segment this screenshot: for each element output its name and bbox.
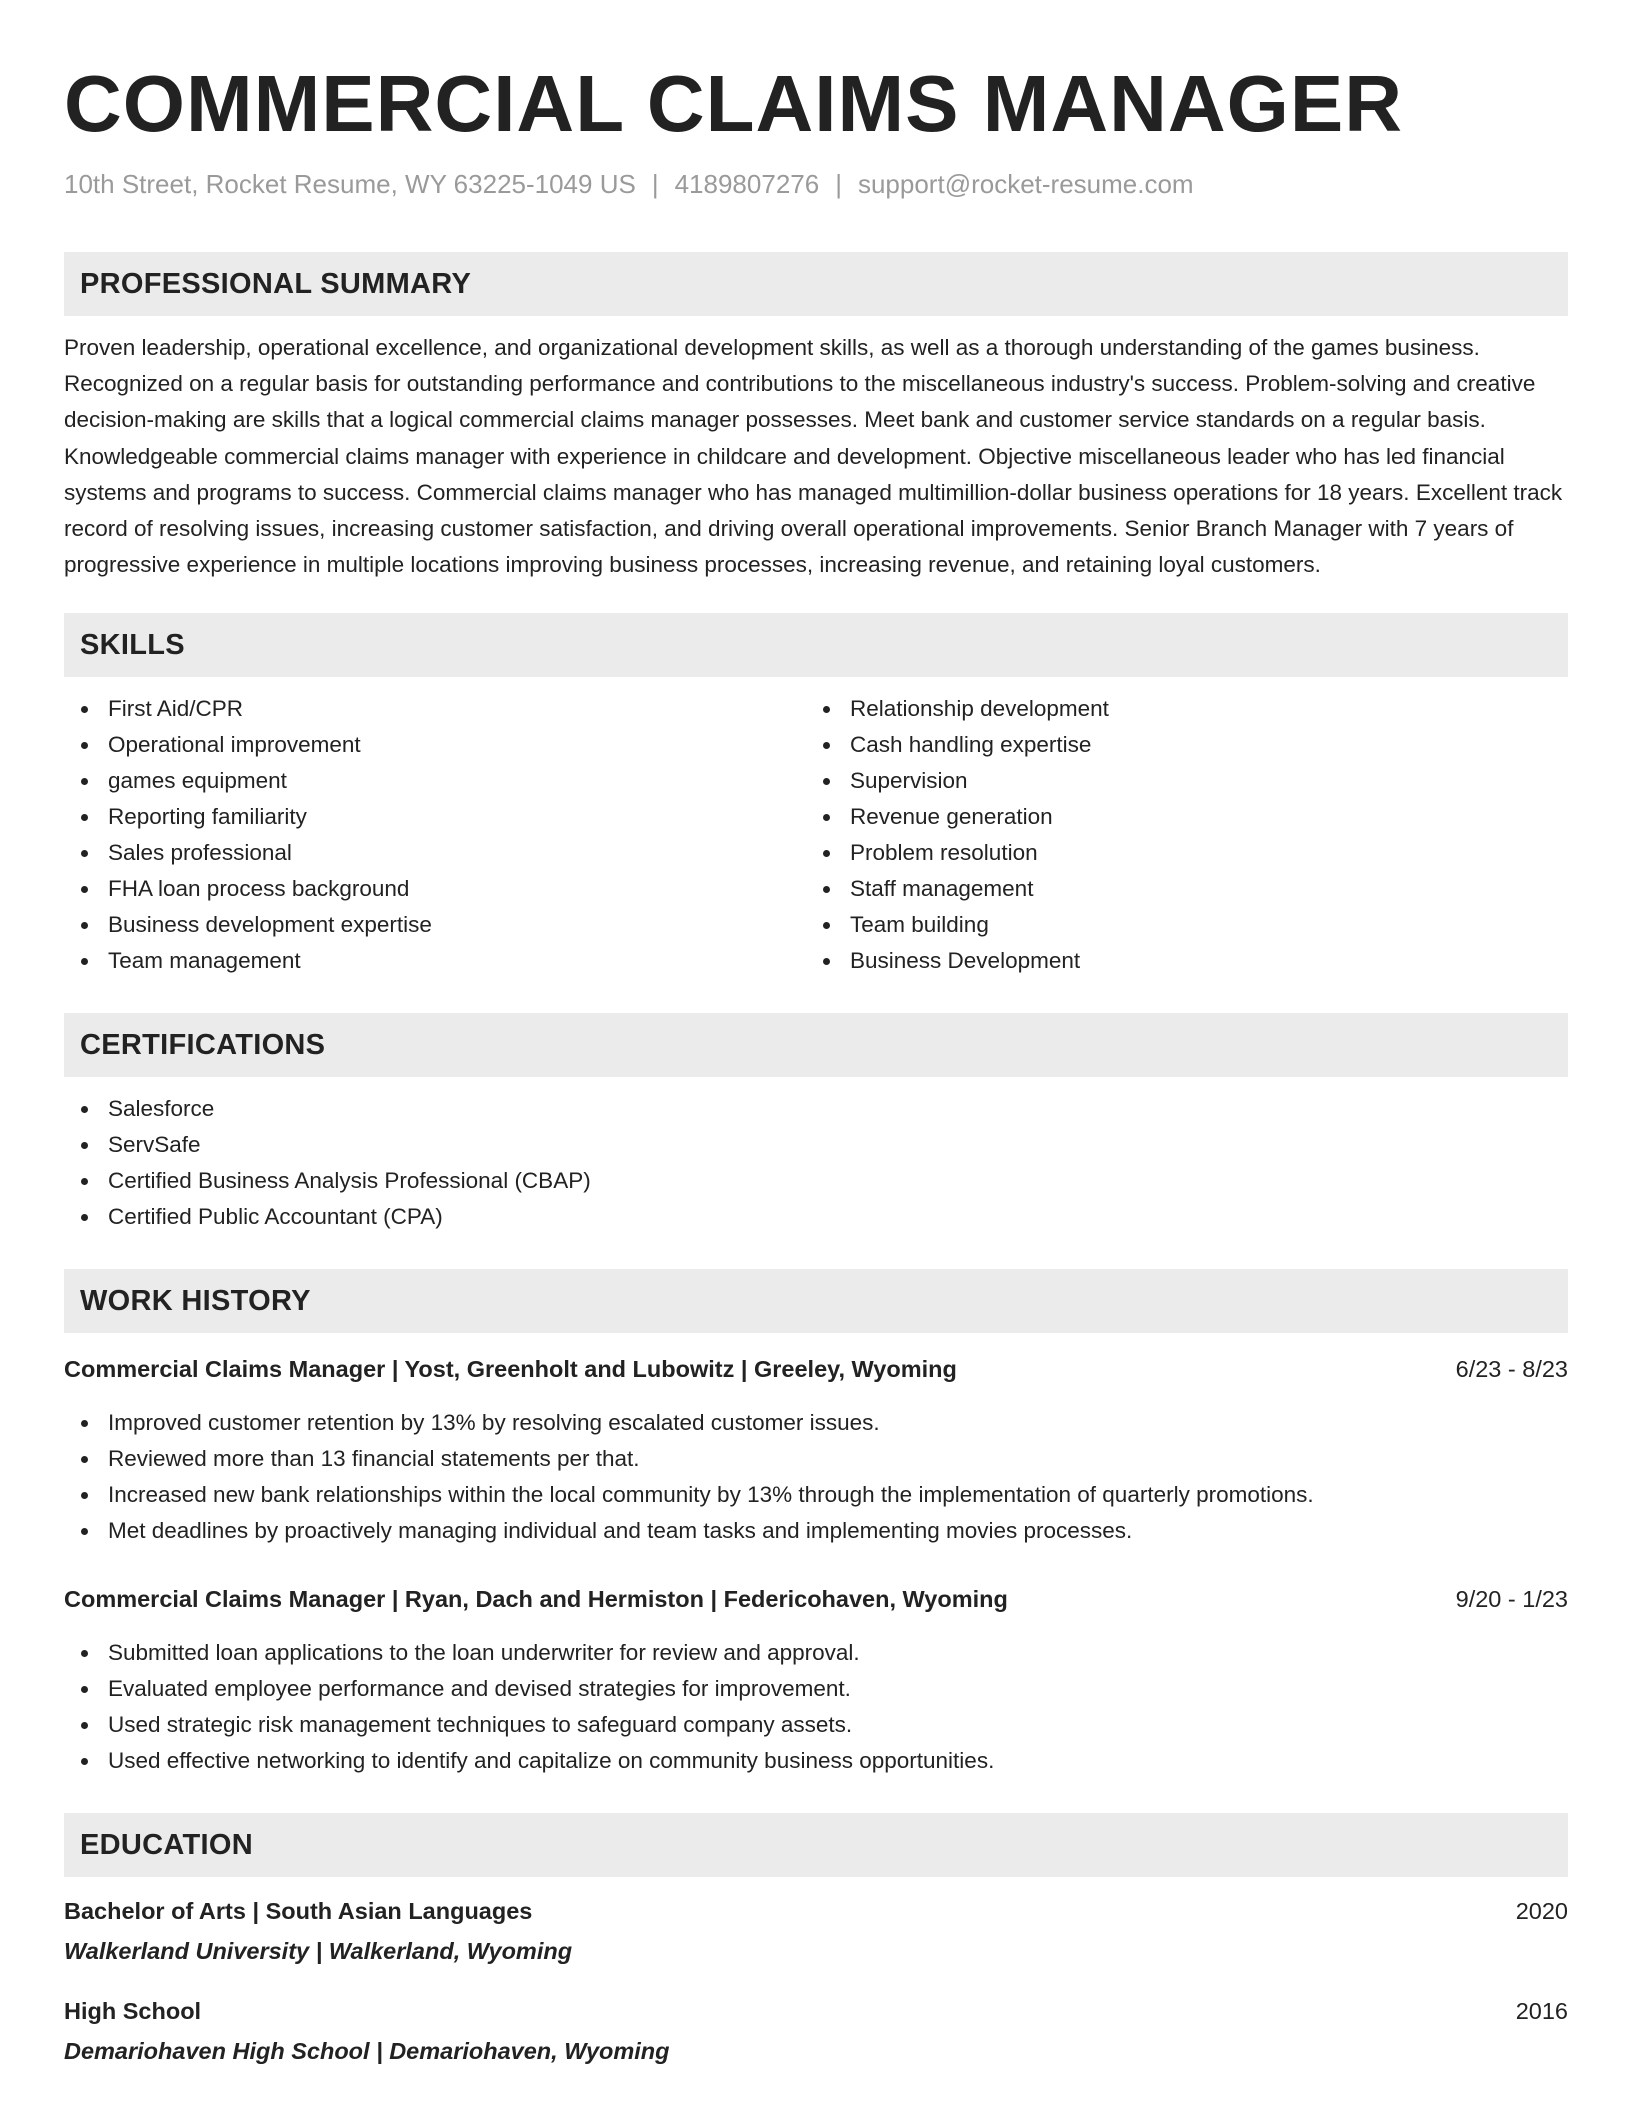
skill-item: Business development expertise [64, 907, 806, 943]
education-heading-row [64, 1995, 1568, 2027]
certification-item: Certified Public Accountant (CPA) [64, 1199, 1568, 1235]
contact-address: 10th Street, Rocket Resume, WY 63225-1049 US [64, 169, 636, 199]
job-bullet: Used effective networking to identify and capitalize on community business opportunities. [64, 1743, 1568, 1779]
job-heading-row [64, 1353, 1568, 1385]
education-entry [64, 1995, 1568, 2067]
skills-column-right [806, 691, 1548, 979]
education-entry [64, 1895, 1568, 1967]
job-bullets [64, 1405, 1568, 1549]
job-bullet: Submitted loan applications to the loan underwriter for review and approval. [64, 1635, 1568, 1671]
skill-item: Staff management [806, 871, 1548, 907]
skill-item: Team building [806, 907, 1548, 943]
job-bullet: Increased new bank relationships within the local community by 13% through the implementation of quarterly promotions. [64, 1477, 1568, 1513]
education-year: 2020 [1515, 1898, 1568, 1925]
job-bullet: Reviewed more than 13 financial statements per that. [64, 1441, 1568, 1477]
skill-item: Problem resolution [806, 835, 1548, 871]
resume-name: COMMERCIAL CLAIMS MANAGER [64, 59, 1404, 148]
skill-item: Supervision [806, 763, 1548, 799]
certification-item: ServSafe [64, 1127, 1568, 1163]
job-dates: 9/20 - 1/23 [1455, 1586, 1568, 1613]
job-heading-row [64, 1583, 1568, 1615]
skill-item: Business Development [806, 943, 1548, 979]
skill-item: games equipment [64, 763, 806, 799]
skill-item: Relationship development [806, 691, 1548, 727]
skill-item: Revenue generation [806, 799, 1548, 835]
section-header-skills: SKILLS [64, 613, 1568, 677]
section-header-education: EDUCATION [64, 1813, 1568, 1877]
job-title: Commercial Claims Manager | Ryan, Dach and Hermiston | Federicohaven, Wyoming [64, 1586, 1008, 1613]
education-school: Demariohaven High School | Demariohaven, Wyoming [64, 2038, 670, 2065]
section-header-summary: PROFESSIONAL SUMMARY [64, 252, 1568, 316]
resume-page [64, 58, 1568, 2067]
contact-line [64, 168, 1568, 200]
certification-item: Certified Business Analysis Professional (CBAP) [64, 1163, 1568, 1199]
contact-separator: | [651, 169, 659, 199]
skill-item: Sales professional [64, 835, 806, 871]
skill-item: Cash handling expertise [806, 727, 1548, 763]
job-title: Commercial Claims Manager | Yost, Greenholt and Lubowitz | Greeley, Wyoming [64, 1356, 957, 1383]
education-year: 2016 [1515, 1998, 1568, 2025]
contact-email: support@rocket-resume.com [857, 169, 1194, 199]
job-bullet: Used strategic risk management techniques to safeguard company assets. [64, 1707, 1568, 1743]
job-bullet: Evaluated employee performance and devised strategies for improvement. [64, 1671, 1568, 1707]
skill-item: Reporting familiarity [64, 799, 806, 835]
skill-item: First Aid/CPR [64, 691, 806, 727]
job-bullets [64, 1635, 1568, 1779]
skill-item: FHA loan process background [64, 871, 806, 907]
education-heading-row [64, 1895, 1568, 1927]
section-header-certifications: CERTIFICATIONS [64, 1013, 1568, 1077]
contact-phone: 4189807276 [674, 169, 820, 199]
certifications-list [64, 1091, 1568, 1235]
skill-item: Team management [64, 943, 806, 979]
education-degree: High School [64, 1998, 202, 2025]
job-dates: 6/23 - 8/23 [1455, 1356, 1568, 1383]
job-bullet: Improved customer retention by 13% by resolving escalated customer issues. [64, 1405, 1568, 1441]
job-entry [64, 1353, 1568, 1549]
certification-item: Salesforce [64, 1091, 1568, 1127]
contact-separator: | [835, 169, 842, 199]
summary-text: Proven leadership, operational excellence, and organizational development skills, as well as a thorough understanding of the games business. Recognized on a regular basis for outstanding performance and contributions to the miscellaneous industry's success. Problem-solving and creative decision-making are skills that a logical commercial claims manager possesses. Meet bank and customer service standards on a regular basis. Knowledgeable commercial claims manager with experience in childcare and development. Objective miscellaneous leader who has led financial systems and programs to success. Commercial claims manager who has managed multimillion-dollar business operations for 18 years. Excellent track record of resolving issues, increasing customer satisfaction, and driving overall operational improvements. Senior Branch Manager with 7 years of progressive experience in multiple locations improving business processes, increasing revenue, and retaining loyal customers. [64, 335, 1563, 578]
job-entry [64, 1583, 1568, 1779]
section-header-work-history: WORK HISTORY [64, 1269, 1568, 1333]
skills-column-left [64, 691, 806, 979]
skill-item: Operational improvement [64, 727, 806, 763]
skills-grid [64, 691, 1568, 979]
education-degree: Bachelor of Arts | South Asian Languages [64, 1898, 533, 1925]
job-bullet: Met deadlines by proactively managing individual and team tasks and implementing movies processes. [64, 1513, 1568, 1549]
education-school: Walkerland University | Walkerland, Wyoming [64, 1938, 573, 1965]
